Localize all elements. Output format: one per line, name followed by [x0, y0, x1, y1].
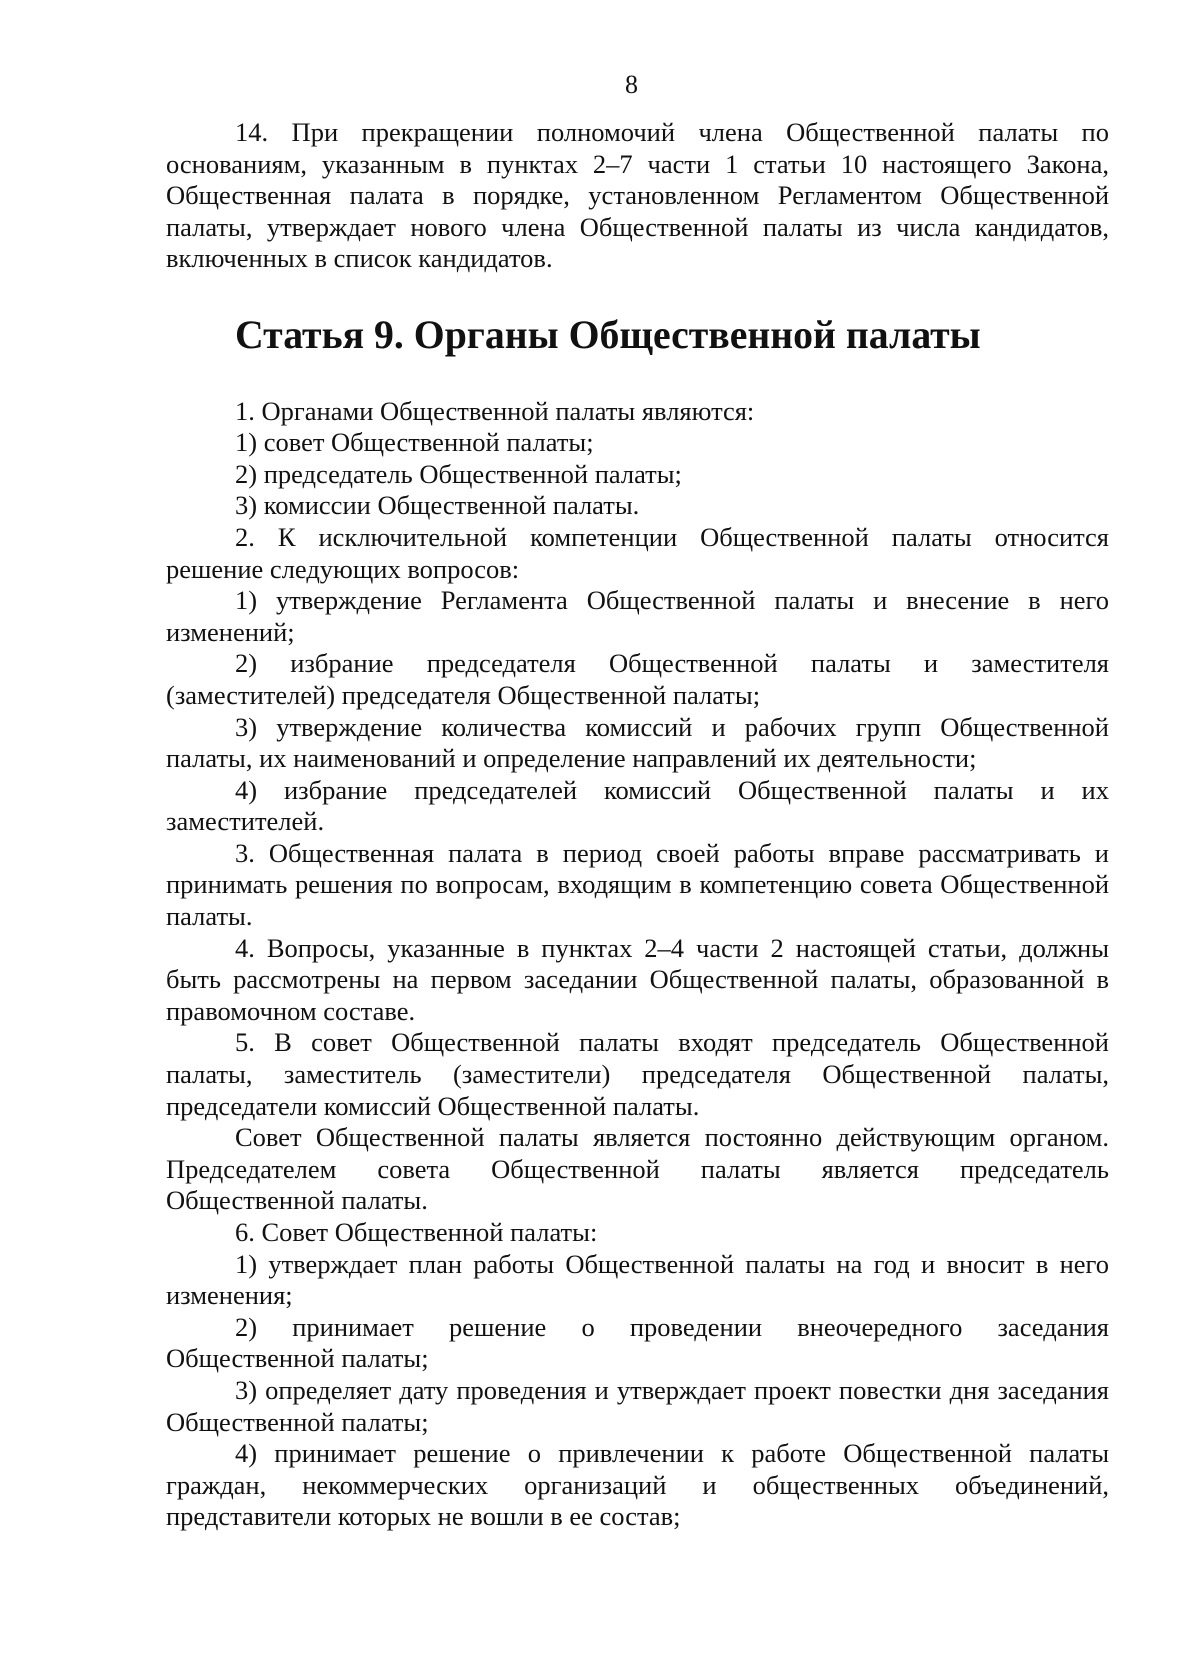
- article-heading: Статья 9. Органы Общественной палаты: [235, 312, 981, 357]
- paragraph: 2) принимает решение о проведении внеочередного заседания Общественной палаты;: [166, 1311, 1109, 1374]
- paragraph: 1) совет Общественной палаты;: [235, 427, 594, 458]
- paragraph: Совет Общественной палаты является постоянно действующим органом. Председателем совета Общественной палаты является председатель Общественной палаты.: [166, 1122, 1109, 1216]
- paragraph: 1. Органами Общественной палаты являются:: [235, 395, 755, 426]
- paragraph: 2) председатель Общественной палаты;: [235, 458, 682, 489]
- paragraph: 4) избрание председателей комиссий Общественной палаты и их заместителей.: [166, 774, 1109, 837]
- paragraph: 2) избрание председателя Общественной палаты и заместителя (заместителей) председателя Общественной палаты;: [166, 648, 1109, 710]
- paragraph: 3) комиссии Общественной палаты.: [235, 490, 640, 521]
- paragraph: 1) утверждает план работы Общественной палаты на год и вносит в него изменения;: [166, 1248, 1109, 1311]
- paragraph: 4) принимает решение о привлечении к работе Общественной палаты граждан, некоммерческих организаций и общественных объединений, представители которых не вошли в ее состав;: [166, 1438, 1109, 1532]
- paragraph: 4. Вопросы, указанные в пунктах 2–4 части 2 настоящей статьи, должны быть рассмотрены на первом заседании Общественной палаты, образованной в правомочном составе.: [166, 932, 1109, 1026]
- page-number: 8: [625, 70, 638, 99]
- paragraph: 3. Общественная палата в период своей работы вправе рассматривать и принимать решения по вопросам, входящим в компетенцию совета Общественной палаты.: [166, 837, 1109, 932]
- paragraph: 2. К исключительной компетенции Общественной палаты относится решение следующих вопросов:: [166, 521, 1109, 584]
- paragraph: 1) утверждение Регламента Общественной палаты и внесение в него изменений;: [166, 585, 1109, 647]
- paragraph: 3) определяет дату проведения и утверждает проект повестки дня заседания Общественной палаты;: [166, 1374, 1109, 1437]
- paragraph: 3) утверждение количества комиссий и рабочих групп Общественной палаты, их наименований и определение направлений их деятельности;: [166, 711, 1109, 774]
- paragraph: 5. В совет Общественной палаты входят председатель Общественной палаты, заместитель (заместители) председателя Общественной палаты, председатели комиссий Общественной палаты.: [166, 1027, 1109, 1121]
- document-body: [166, 117, 1109, 1533]
- paragraph: 6. Совет Общественной палаты:: [235, 1217, 598, 1247]
- paragraph-14: 14. При прекращении полномочий члена Общественной палаты по основаниям, указанным в пунктах 2–7 части 1 статьи 10 настоящего Закона, Общественная палата в порядке, установленном Регламентом Общественной палаты, утверждает нового члена Общественной палаты из числа кандидатов, включенных в список кандидатов.: [166, 117, 1109, 274]
